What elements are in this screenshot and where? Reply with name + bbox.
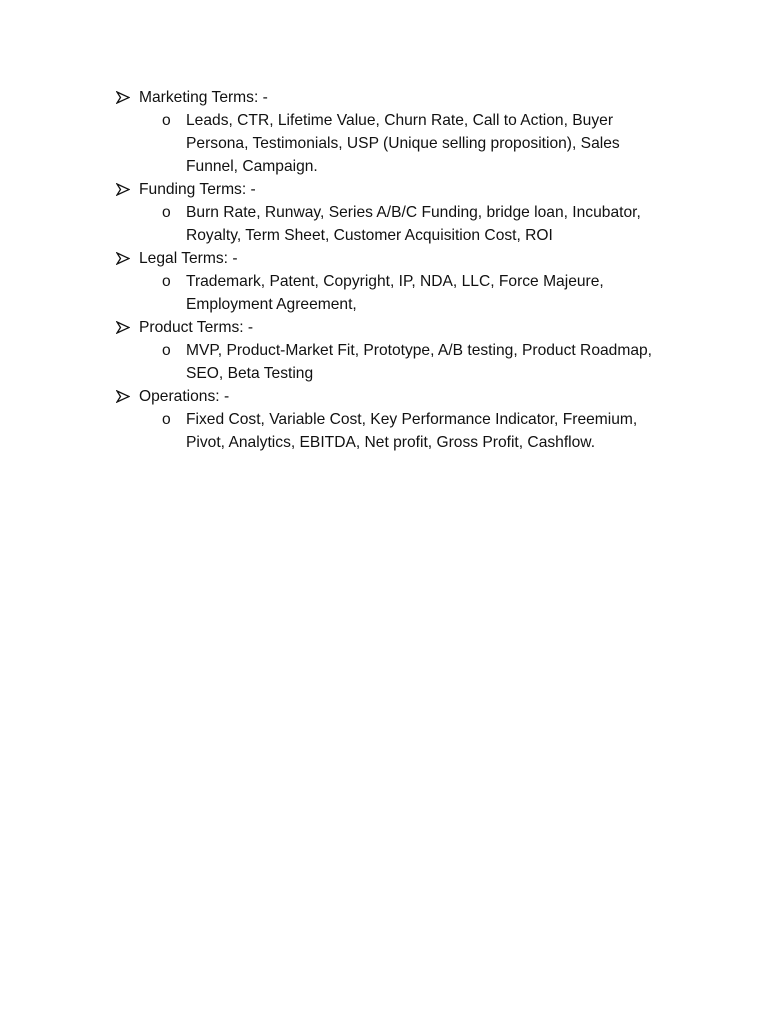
arrowhead-bullet-icon: [116, 247, 132, 270]
bullet-list: [116, 86, 676, 454]
arrowhead-bullet-icon: [116, 86, 132, 109]
arrowhead-bullet-icon: [116, 385, 132, 408]
section-operations: [116, 385, 676, 454]
sub-item-text: Fixed Cost, Variable Cost, Key Performance Indicator, Freemium, Pivot, Analytics, EBITDA, Net profit, Gross Profit, Cashflow.: [186, 411, 638, 451]
sub-item-text: Trademark, Patent, Copyright, IP, NDA, LLC, Force Majeure, Employment Agreement,: [186, 273, 604, 313]
section-heading: Legal Terms: -: [139, 250, 238, 267]
list-item-heading: [116, 385, 676, 408]
sub-list-item: [116, 339, 664, 385]
sub-list-item: [116, 270, 664, 316]
list-item-heading: [116, 316, 676, 339]
sub-list-item: [116, 109, 664, 178]
list-item-heading: [116, 86, 676, 109]
section-heading: Operations: -: [139, 388, 230, 405]
section-marketing: [116, 86, 676, 178]
sub-item-text: Leads, CTR, Lifetime Value, Churn Rate, Call to Action, Buyer Persona, Testimonials, USP (Unique selling proposition), Sales Funnel, Campaign.: [186, 112, 620, 175]
section-legal: [116, 247, 676, 316]
list-item-heading: [116, 247, 676, 270]
section-heading: Marketing Terms: -: [139, 89, 268, 106]
section-heading: Funding Terms: -: [139, 181, 256, 198]
list-item-heading: [116, 178, 676, 201]
section-heading: Product Terms: -: [139, 319, 254, 336]
sub-bullet: o: [162, 411, 171, 428]
sub-bullet: o: [162, 112, 171, 129]
section-funding: [116, 178, 676, 247]
sub-bullet: o: [162, 342, 171, 359]
sub-item-text: Burn Rate, Runway, Series A/B/C Funding, bridge loan, Incubator, Royalty, Term Sheet, Customer Acquisition Cost, ROI: [186, 204, 641, 244]
sub-list-item: [116, 408, 664, 454]
section-product: [116, 316, 676, 385]
sub-list-item: [116, 201, 664, 247]
sub-bullet: o: [162, 204, 171, 221]
arrowhead-bullet-icon: [116, 316, 132, 339]
arrowhead-bullet-icon: [116, 178, 132, 201]
sub-bullet: o: [162, 273, 171, 290]
sub-item-text: MVP, Product-Market Fit, Prototype, A/B testing, Product Roadmap, SEO, Beta Testing: [186, 342, 652, 382]
